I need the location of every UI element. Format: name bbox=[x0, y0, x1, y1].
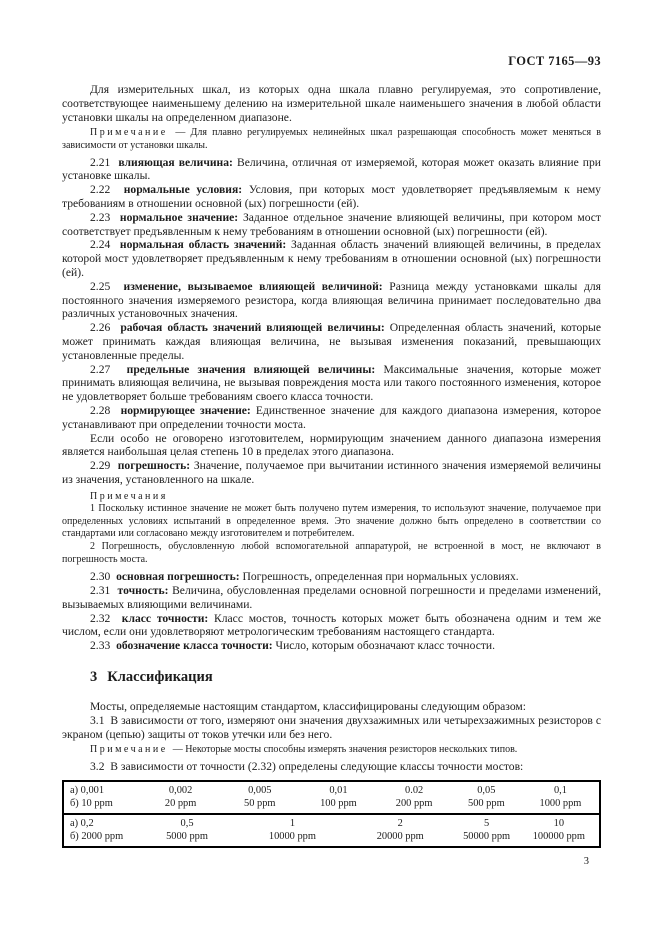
table-cell: 0,005 50 ppm bbox=[244, 784, 276, 809]
note-item: 2 Погрешность, обусловленную любой вспомогательной аппаратурой, не встроенной в мост, не включают в погрешность моста. bbox=[62, 541, 601, 565]
standard-number-header: ГОСТ 7165—93 bbox=[508, 54, 601, 68]
paragraph-2.33: 2.33 обозначение класса точности: Число, которым обозначают класс точности. bbox=[90, 639, 496, 653]
table-cell: 0,5 5000 ppm bbox=[166, 817, 208, 842]
note-item: 1 Поскольку истинное значение не может быть получено путем измерения, то используют значение, получаемое при определенных условиях испытаний в определенное время. Это значение должно быть определено в соответствии со стандартами или согласовано между изготовителем и потребителем. bbox=[62, 503, 601, 540]
paragraph: Если особо не оговорено изготовителем, нормирующим значением данного диапазона измерения является наибольшая целая степень 10 в пределах этого диапазона. bbox=[62, 431, 601, 459]
section-heading: 3 Классификация bbox=[90, 669, 213, 686]
table-cell: 1 10000 ppm bbox=[268, 817, 316, 842]
paragraph-2.24: 2.24 нормальная область значений: Заданная область значений влияющей величины, в пределах которой мост удовлетворяет предъявленным к нему требованиям в отношении основной (ых) погрешности (ей). bbox=[62, 238, 601, 279]
table-cell: 0,002 20 ppm bbox=[164, 784, 197, 809]
note-paragraph: Примечание — Некоторые мосты способны измерять значения резисторов нескольких типов. bbox=[90, 744, 518, 756]
paragraph-3.2: 3.2 В зависимости от точности (2.32) определены следующие классы точности мостов: bbox=[90, 760, 524, 774]
table-cell: 2 20000 ppm bbox=[376, 817, 424, 842]
table-cell: 0,1 1000 ppm bbox=[539, 784, 582, 809]
table-cell: 5 50000 ppm bbox=[463, 817, 511, 842]
paragraph-2.29: 2.29 погрешность: Значение, получаемое при вычитании истинного значения измеряемой величины из значения, установленного на шкале. bbox=[62, 459, 601, 486]
paragraph-2.30: 2.30 основная погрешность: Погрешность, определенная при нормальных условиях. bbox=[90, 570, 519, 584]
accuracy-classes-table bbox=[62, 780, 601, 848]
paragraph-2.23: 2.23 нормальное значение: Заданное отдельное значение влияющей величины, при котором мост соответствует предъявленным к нему требованиям в отношении основной (ых) погрешности (ей). bbox=[62, 210, 601, 238]
table-cell: 0,01 100 ppm bbox=[320, 784, 357, 809]
table-row-group-1 bbox=[64, 782, 599, 813]
table-row-group-2 bbox=[64, 813, 599, 846]
paragraph-2.31: 2.31 точность: Величина, обусловленная пределами основной погрешности и пределами изменений, вызываемых влияющими величинами. bbox=[62, 584, 601, 611]
table-cell: 0,05 500 ppm bbox=[468, 784, 505, 809]
table-row bbox=[64, 782, 599, 813]
page-content bbox=[62, 54, 601, 867]
paragraph-2.21: 2.21 влияющая величина: Величина, отличная от измеряемой, которая может оказать влияние при установке шкалы. bbox=[62, 155, 602, 183]
table-cell: а) 0,2 б) 2000 ppm bbox=[70, 817, 124, 842]
paragraph-2.32: 2.32 класс точности: Класс мостов, точность которых может быть обозначена одним и тем же числом, если они удовлетворяют метрологическим требованиям настоящего стандарта. bbox=[62, 611, 602, 639]
paragraph: Для измерительных шкал, из которых одна шкала плавно регулируемая, это сопротивление, соответствующее наименьшему делению на измерительной шкале наименьшего значения в любой области установки шкалы на определенном диапазоне. bbox=[62, 83, 601, 124]
paragraph-2.27: 2.27 предельные значения влияющей величины: Максимальные значения, которые может принимать влияющая величина, не вызывая повреждения моста или такого постоянного изменения, которое не удовлетворяет больше требованиям своего класса точности. bbox=[62, 362, 601, 404]
table-cell: 10 100000 ppm bbox=[532, 817, 585, 842]
paragraph-2.28: 2.28 нормирующее значение: Единственное значение для каждого диапазона измерения, которое устанавливают при определении точности моста. bbox=[62, 403, 602, 431]
paragraph-2.22: 2.22 нормальные условия: Условия, при которых мост удовлетворяет предъявляемым к нему требованиям в отношении основной (ых) погрешности (ей). bbox=[62, 183, 601, 210]
table-cell: а) 0,001 б) 10 ppm bbox=[70, 784, 113, 809]
notes-heading: Примечания bbox=[90, 490, 168, 502]
note-paragraph: Примечание — Для плавно регулируемых нелинейных шкал разрешающая способность может меняться в зависимости от установки шкалы. bbox=[62, 127, 602, 151]
page-number: 3 bbox=[583, 855, 589, 867]
document-body bbox=[62, 83, 601, 774]
paragraph: Мосты, определяемые настоящим стандартом, классифицированы следующим образом: bbox=[90, 700, 526, 714]
table-row bbox=[64, 814, 599, 846]
paragraph-3.1: 3.1 В зависимости от того, измеряют они значения двухзажимных или четырехзажимных резисторов с экраном (цепью) защиты от токов утечки или без него. bbox=[62, 713, 601, 741]
paragraph-2.25: 2.25 изменение, вызываемое влияющей величиной: Разница между установками шкалы для постоянного значения измеряемого резистора, когда влияющая величина принимает последовательно два различных установочных значения. bbox=[62, 279, 601, 321]
table-cell: 0.02 200 ppm bbox=[395, 784, 433, 809]
paragraph-2.26: 2.26 рабочая область значений влияющей величины: Определенная область значений, которые может принимать каждая влияющая величина, не вызывая изменения показаний, превышающих установленные пределы. bbox=[62, 321, 601, 362]
